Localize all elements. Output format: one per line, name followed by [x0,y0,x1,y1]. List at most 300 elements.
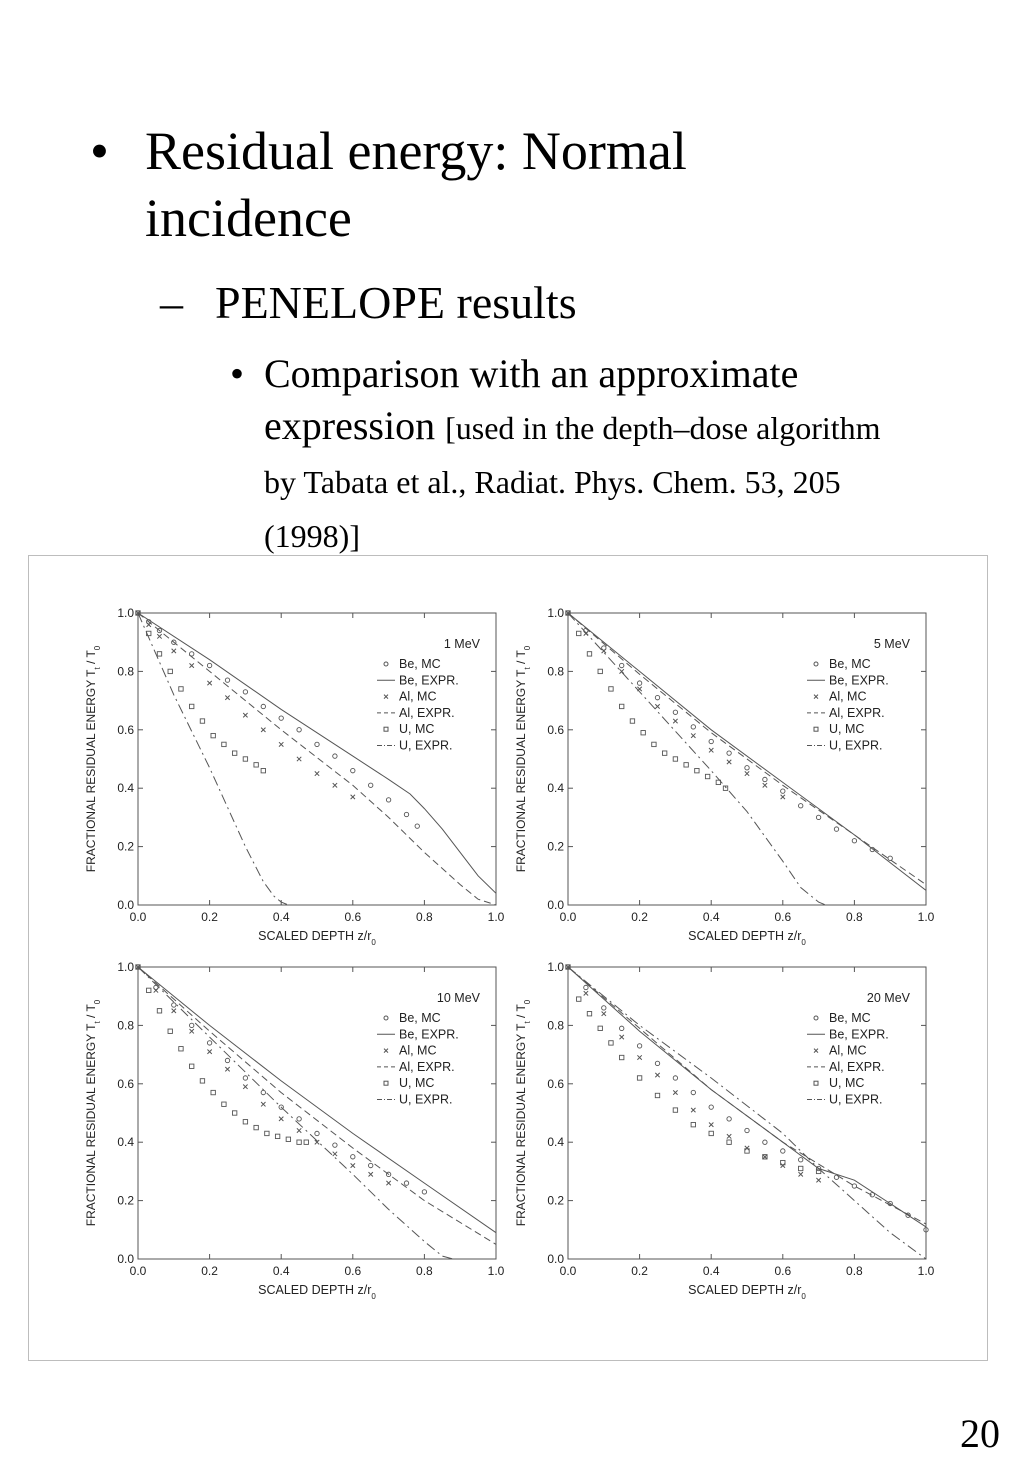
data-point [781,1163,785,1167]
data-point [727,1134,731,1138]
data-point [620,669,624,673]
data-point [333,754,337,758]
series-u-expr- [568,967,926,1259]
x-tick-label: 0.0 [129,1264,147,1278]
legend-entry [814,1011,871,1025]
bullet-detail-ref: [used in the depth–dose algorithm by Tabata et al., Radiat. Phys. Chem. 53, 205 (1998)] [264,410,881,554]
legend-marker [814,662,818,666]
bullet-level3 [230,348,904,562]
series-al-expr- [138,613,496,905]
data-point [745,1146,749,1150]
legend-marker [384,1049,388,1053]
data-point [243,1085,247,1089]
legend-marker [814,1016,818,1020]
legend-entry [807,739,883,753]
legend-label: U, MC [399,722,435,737]
y-tick-label: 0.0 [117,898,134,912]
legend-entry [814,690,867,704]
chart-panel-20-mev [514,960,935,1301]
x-tick-label: 0.4 [272,1264,290,1278]
data-point [695,768,699,772]
legend-entry [377,739,453,753]
y-tick-label: 0.2 [547,1193,564,1208]
legend-entry [384,1076,434,1090]
bullet-level2 [160,275,577,331]
data-point [781,1149,785,1153]
data-point [243,690,247,694]
data-point [386,1181,390,1185]
y-tick-label: 0.8 [117,664,134,679]
series-line [568,613,826,905]
chart-panel-10-mev [84,960,505,1301]
legend-label: U, MC [829,722,865,737]
x-tick-label: 1.0 [917,910,935,924]
data-point [179,687,183,691]
x-tick-label: 0.8 [416,910,433,924]
data-point [261,704,265,708]
data-point [655,1093,659,1097]
legend-marker [814,727,818,731]
data-point [190,1064,194,1068]
data-point [190,663,194,667]
y-tick-label: 0.2 [117,839,134,854]
series-al-mc [136,611,355,799]
data-point [211,733,215,737]
data-point [852,1184,856,1188]
data-point [297,1140,301,1144]
legend-label: U, MC [829,1076,865,1091]
data-point [630,719,634,723]
data-point [190,704,194,708]
data-point [673,1108,677,1112]
data-point [655,695,659,699]
bullet-subtitle: PENELOPE results [215,277,577,328]
series-u-expr- [138,613,288,905]
legend-marker [384,727,388,731]
data-point [620,1055,624,1059]
data-point [207,681,211,685]
data-point [709,1122,713,1126]
y-tick-label: 0.6 [547,1076,564,1091]
data-point [297,1117,301,1121]
legend-marker [814,1081,818,1085]
series-be-mc [136,611,420,829]
data-point [763,1155,767,1159]
data-point [673,719,677,723]
data-point [154,988,158,992]
x-tick-label: 0.0 [559,1264,577,1278]
chart-figure [29,556,987,1360]
data-point [211,1090,215,1094]
x-tick-label: 1.0 [487,910,505,924]
legend-label: Al, EXPR. [829,1059,885,1074]
legend-entry [384,1011,441,1025]
data-point [265,1131,269,1135]
data-point [207,1041,211,1045]
x-tick-label: 0.6 [774,910,792,924]
x-tick-label: 0.2 [201,910,218,924]
panel-energy-label: 1 MeV [443,637,480,651]
data-point [637,681,641,685]
series-al-mc [136,965,391,1185]
data-point [598,1026,602,1030]
data-point [673,710,677,714]
data-point [172,1003,176,1007]
legend-entry [814,722,864,736]
data-point [222,1102,226,1106]
legend-label: Be, MC [399,1011,441,1025]
data-point [799,1172,803,1176]
legend-marker [814,1049,818,1053]
data-point [655,1061,659,1065]
x-tick-label: 0.6 [774,1264,792,1278]
legend-label: Al, MC [829,1043,867,1058]
data-point [222,742,226,746]
data-point [415,824,419,828]
data-point [745,1128,749,1132]
data-point [333,783,337,787]
legend-marker [384,1016,388,1020]
data-point [315,771,319,775]
data-point [781,795,785,799]
data-point [727,760,731,764]
data-point [157,1009,161,1013]
y-tick-label: 0.6 [547,722,564,737]
legend-marker [384,1081,388,1085]
data-point [727,751,731,755]
legend-entry [814,1044,867,1058]
legend-entry [807,706,885,720]
data-point [279,716,283,720]
data-point [386,798,390,802]
data-point [709,739,713,743]
y-tick-label: 1.0 [547,606,564,620]
data-point [172,1009,176,1013]
y-tick-label: 0.8 [117,1018,134,1033]
y-tick-label: 0.6 [117,722,134,737]
legend-entry [377,673,459,687]
legend-label: Al, MC [399,689,437,704]
data-point [745,766,749,770]
data-point [207,1049,211,1053]
data-point [147,988,151,992]
data-point [602,1012,606,1016]
data-point [286,1137,290,1141]
data-point [333,1152,337,1156]
legend-label: Al, MC [399,1043,437,1058]
legend-label: Al, EXPR. [399,705,455,720]
legend-marker [814,695,818,699]
data-point [369,1172,373,1176]
data-point [179,1047,183,1051]
data-point [254,763,258,767]
data-point [243,1120,247,1124]
legend-label: U, EXPR. [829,1092,883,1107]
y-axis-label: FRACTIONAL RESIDUAL ENERGY $T_t / T_0$ [84,645,102,873]
data-point [691,1122,695,1126]
x-tick-label: 0.8 [416,1264,433,1278]
data-point [620,663,624,667]
data-point [652,742,656,746]
data-point [691,1108,695,1112]
x-tick-label: 0.8 [846,910,863,924]
series-be-expr- [138,613,496,893]
x-tick-label: 0.0 [559,910,577,924]
bullet-mark: • [90,121,109,181]
legend-entry [814,657,871,671]
data-point [225,1067,229,1071]
data-point [157,652,161,656]
data-point [637,1055,641,1059]
data-point [888,856,892,860]
x-tick-label: 1.0 [487,1264,505,1278]
data-point [727,1117,731,1121]
data-point [404,812,408,816]
data-point [655,704,659,708]
data-point [190,1029,194,1033]
x-axis-label: SCALED DEPTH $z/r_0$ [258,929,376,947]
legend-entry [384,690,437,704]
y-tick-label: 0.4 [547,1135,564,1150]
data-point [279,742,283,746]
x-axis-label: SCALED DEPTH $z/r_0$ [258,1283,376,1301]
y-tick-label: 0.8 [547,664,564,679]
data-point [799,804,803,808]
data-point [369,783,373,787]
y-tick-label: 0.0 [547,1252,564,1266]
data-point [781,789,785,793]
data-point [422,1190,426,1194]
data-point [297,1128,301,1132]
data-point [609,687,613,691]
legend-label: Al, EXPR. [399,1059,455,1074]
legend-entry [807,673,889,687]
data-point [369,1163,373,1167]
y-axis-label: FRACTIONAL RESIDUAL ENERGY $T_t / T_0$ [514,999,532,1227]
data-point [602,1006,606,1010]
data-point [190,1023,194,1027]
series-line [568,967,926,1259]
data-point [691,733,695,737]
x-tick-label: 0.2 [631,1264,648,1278]
legend-label: Be, EXPR. [829,673,889,688]
data-point [673,1090,677,1094]
x-tick-label: 1.0 [917,1264,935,1278]
x-tick-label: 0.6 [344,1264,362,1278]
data-point [691,725,695,729]
panel-energy-label: 20 MeV [866,991,910,1005]
data-point [577,631,581,635]
data-point [577,997,581,1001]
legend-entry [377,1060,455,1074]
data-point [763,777,767,781]
data-point [261,768,265,772]
data-point [243,713,247,717]
data-point [261,1102,265,1106]
dash-mark: – [160,277,183,328]
legend-label: Be, MC [829,1011,871,1025]
legend-label: Be, EXPR. [399,1027,459,1042]
data-point [225,678,229,682]
data-point [404,1181,408,1185]
series-line [138,613,496,905]
data-point [351,1155,355,1159]
legend-entry [384,1044,437,1058]
data-point [168,669,172,673]
legend-label: U, MC [399,1076,435,1091]
data-point [620,1026,624,1030]
data-point [609,1041,613,1045]
y-tick-label: 0.2 [547,839,564,854]
data-point [333,1143,337,1147]
y-tick-label: 1.0 [117,606,134,620]
data-point [351,1163,355,1167]
data-point [232,751,236,755]
data-point [207,663,211,667]
bullet-level1 [90,118,795,252]
data-point [261,728,265,732]
legend-entry [377,1093,453,1107]
page-number: 20 [960,1411,1000,1456]
y-tick-label: 0.0 [117,1252,134,1266]
legend-label: Al, EXPR. [829,705,885,720]
y-tick-label: 0.8 [547,1018,564,1033]
data-point [297,757,301,761]
data-point [200,719,204,723]
legend-entry [384,657,441,671]
data-point [641,731,645,735]
figure-panel [28,555,988,1361]
data-point [279,1117,283,1121]
data-point [225,695,229,699]
data-point [834,827,838,831]
data-point [745,771,749,775]
data-point [709,1105,713,1109]
x-axis-label: SCALED DEPTH $z/r_0$ [688,929,806,947]
data-point [763,1140,767,1144]
data-point [620,704,624,708]
series-line [138,613,496,893]
chart-panel-5-mev [514,606,935,947]
data-point [709,748,713,752]
y-tick-label: 0.6 [117,1076,134,1091]
chart-panel-1-mev [84,606,505,947]
data-point [763,783,767,787]
legend-label: Be, MC [829,657,871,671]
data-point [587,1012,591,1016]
bullet-mark-small: • [230,351,245,396]
legend-label: U, EXPR. [829,738,883,753]
data-point [799,1158,803,1162]
data-point [673,1076,677,1080]
data-point [243,1076,247,1080]
data-point [816,815,820,819]
data-point [200,1079,204,1083]
legend-entry [814,1076,864,1090]
bullet-detail [264,348,904,562]
data-point [261,1090,265,1094]
x-tick-label: 0.0 [129,910,147,924]
x-tick-label: 0.2 [631,910,648,924]
data-point [637,1076,641,1080]
y-axis-label: FRACTIONAL RESIDUAL ENERGY $T_t / T_0$ [514,645,532,873]
data-point [602,649,606,653]
data-point [799,1166,803,1170]
data-point [584,991,588,995]
panel-energy-label: 10 MeV [436,991,480,1005]
y-tick-label: 0.0 [547,898,564,912]
bullet-detail-main: Comparison with an approximate expression [264,351,799,448]
legend-label: Be, MC [399,657,441,671]
legend-marker [384,662,388,666]
y-tick-label: 0.4 [117,1135,134,1150]
data-point [816,1178,820,1182]
data-point [275,1134,279,1138]
legend-entry [377,706,455,720]
data-point [655,1073,659,1077]
legend-entry [384,722,434,736]
x-tick-label: 0.6 [344,910,362,924]
legend-label: U, EXPR. [399,738,453,753]
x-tick-label: 0.4 [702,910,720,924]
data-point [172,649,176,653]
legend-label: U, EXPR. [399,1092,453,1107]
panel-energy-label: 5 MeV [873,637,910,651]
x-axis-label: SCALED DEPTH $z/r_0$ [688,1283,806,1301]
legend-label: Be, EXPR. [399,673,459,688]
legend-entry [807,1027,889,1041]
y-tick-label: 0.4 [547,781,564,796]
y-axis-label: FRACTIONAL RESIDUAL ENERGY $T_t / T_0$ [84,999,102,1227]
x-tick-label: 0.8 [846,1264,863,1278]
data-point [297,728,301,732]
y-tick-label: 0.2 [117,1193,134,1208]
data-point [662,751,666,755]
data-point [620,1035,624,1039]
data-point [168,1029,172,1033]
data-point [315,742,319,746]
data-point [598,669,602,673]
legend-entry [807,1060,885,1074]
legend-entry [807,1093,883,1107]
legend-entry [377,1027,459,1041]
data-point [315,1131,319,1135]
x-tick-label: 0.2 [201,1264,218,1278]
data-point [709,1131,713,1135]
series-al-mc [566,611,785,799]
data-point [637,1044,641,1048]
y-tick-label: 0.4 [117,781,134,796]
x-tick-label: 0.4 [702,1264,720,1278]
data-point [705,774,709,778]
data-point [351,795,355,799]
series-line [138,613,288,905]
x-tick-label: 0.4 [272,910,290,924]
data-point [584,985,588,989]
legend-label: Al, MC [829,689,867,704]
data-point [351,768,355,772]
y-tick-label: 1.0 [117,960,134,974]
legend-label: Be, EXPR. [829,1027,889,1042]
data-point [157,634,161,638]
data-point [587,652,591,656]
y-tick-label: 1.0 [547,960,564,974]
data-point [691,1090,695,1094]
data-point [232,1111,236,1115]
data-point [727,1140,731,1144]
legend-marker [384,695,388,699]
data-point [673,757,677,761]
